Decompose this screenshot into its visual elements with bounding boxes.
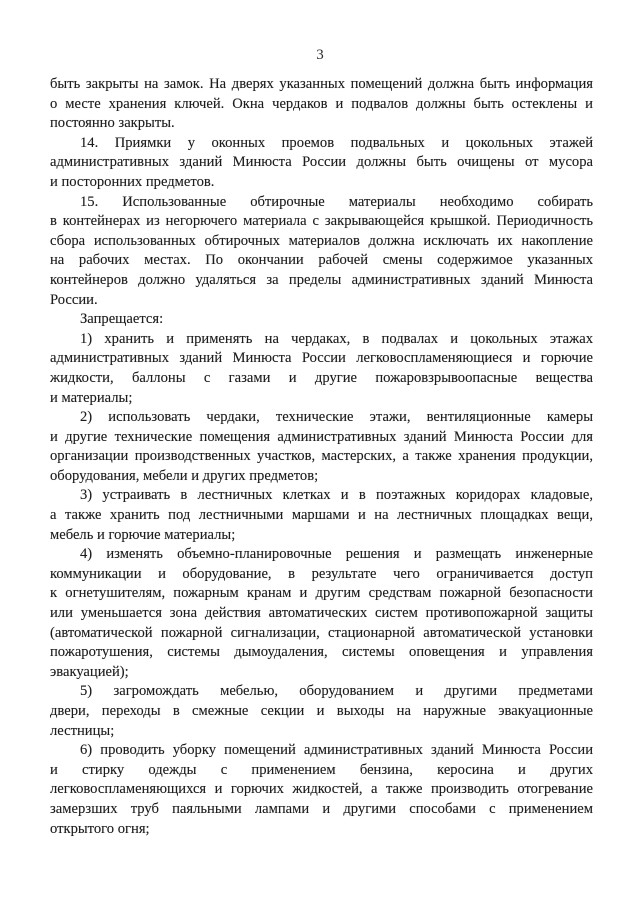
text-line: эвакуацией); — [50, 663, 129, 680]
text-line: административных зданий Минюста России легковоспламеняющиеся и горючие — [50, 350, 593, 367]
paragraph-item-14 — [50, 134, 593, 193]
text-line: о месте хранения ключей. Окна чердаков и подвалов должны быть остеклены и — [50, 95, 593, 112]
text-line: оборудования, мебели и других предметов; — [50, 467, 319, 484]
text-line: и другие технические помещения административных зданий Минюста России для — [50, 428, 593, 445]
text-line: коммуникации и оборудование, в результате чего ограничивается доступ — [50, 565, 593, 582]
paragraph-subitem-5 — [50, 682, 593, 741]
text-line: на рабочих местах. По окончании рабочей смены содержимое указанных — [50, 252, 593, 269]
text-line: 3) устраивать в лестничных клетках и в поэтажных коридорах кладовые, — [80, 487, 593, 504]
text-line: пожаротушения, системы дымоудаления, системы оповещения и управления — [50, 644, 593, 661]
text-line: 2) использовать чердаки, технические этажи, вентиляционные камеры — [80, 409, 593, 426]
paragraph-subitem-6 — [50, 741, 593, 839]
text-line: (автоматической пожарной сигнализации, стационарной автоматической установки — [50, 624, 593, 641]
text-line: 14. Приямки у оконных проемов подвальных и цокольных этажей — [80, 134, 593, 151]
text-line: и материалы; — [50, 389, 133, 406]
text-line: жидкости, баллоны с газами и другие пожаровзрывоопасные вещества — [50, 369, 593, 386]
text-line: сбора использованных обтирочных материалов должна исключать их накопление — [50, 232, 593, 249]
text-line: 1) хранить и применять на чердаках, в подвалах и цокольных этажах — [80, 330, 593, 347]
text-line: а также хранить под лестничными маршами и на лестничных площадках вещи, — [50, 507, 593, 524]
paragraph-continuation — [50, 75, 593, 134]
text-line: быть закрыты на замок. На дверях указанных помещений должна быть информация — [50, 76, 593, 92]
document-body — [50, 75, 593, 839]
text-line: Запрещается: — [80, 311, 164, 328]
text-line: постоянно закрыты. — [50, 115, 175, 132]
text-line: 6) проводить уборку помещений административных зданий Минюста России — [80, 742, 593, 759]
text-line: и посторонних предметов. — [50, 173, 215, 190]
paragraph-prohibited-heading — [50, 310, 593, 330]
text-line: открытого огня; — [50, 820, 150, 837]
text-line: легковоспламеняющихся и горючих жидкостей, а также производить отогревание — [50, 781, 593, 798]
text-line: 5) загромождать мебелью, оборудованием и другими предметами — [80, 683, 593, 700]
text-line: мебель и горючие материалы; — [50, 526, 236, 543]
paragraph-subitem-1 — [50, 330, 593, 408]
paragraph-subitem-3 — [50, 486, 593, 545]
paragraph-subitem-2 — [50, 408, 593, 486]
text-line: 4) изменять объемно-планировочные решения и размещать инженерные — [80, 546, 593, 563]
text-line: двери, переходы в смежные секции и выходы на наружные эвакуационные — [50, 703, 593, 719]
text-line: или уменьшается зона действия автоматических систем противопожарной защиты — [50, 605, 593, 622]
text-line: административных зданий Минюста России должны быть очищены от мусора — [50, 154, 593, 171]
text-line: 15. Использованные обтирочные материалы необходимо собирать — [80, 193, 593, 210]
text-line: контейнеров должно удаляться за пределы административных зданий Минюста — [50, 271, 593, 288]
text-line: лестницы; — [50, 722, 115, 739]
text-line: в контейнерах из негорючего материала с закрывающейся крышкой. Периодичность — [50, 213, 593, 230]
text-line: замерзших труб паяльными лампами и другими способами с применением — [50, 800, 593, 817]
page-number: 3 — [316, 47, 324, 63]
text-line: и стирку одежды с применением бензина, керосина и других — [50, 761, 593, 778]
text-line: России. — [50, 291, 98, 308]
paragraph-subitem-4 — [50, 545, 593, 682]
paragraph-item-15 — [50, 193, 593, 311]
text-line: организации производственных участков, мастерских, а также хранения продукции, — [50, 448, 593, 465]
text-line: к огнетушителям, пожарным кранам и другим средствам пожарной безопасности — [50, 585, 593, 602]
